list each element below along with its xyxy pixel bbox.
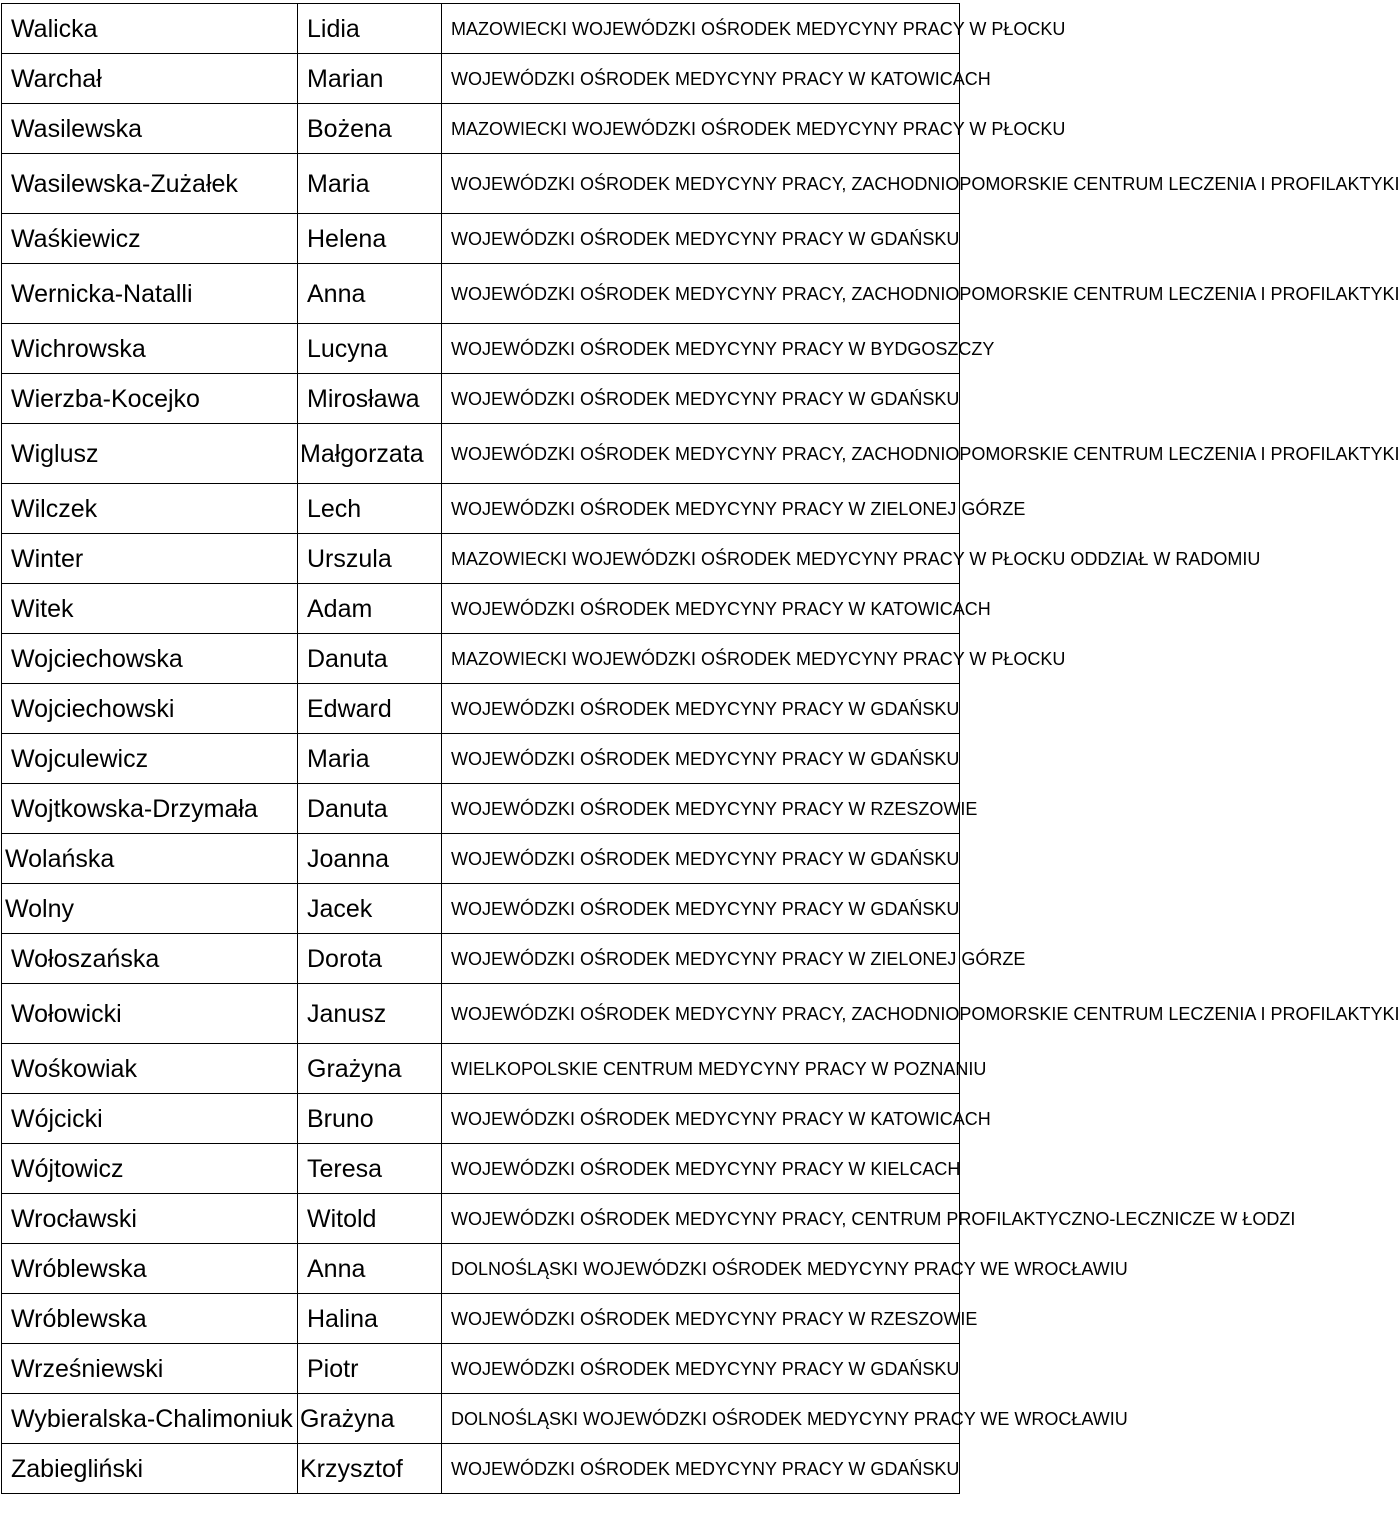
institution-cell: MAZOWIECKI WOJEWÓDZKI OŚRODEK MEDYCYNY PRACY W PŁOCKU — [442, 4, 960, 54]
table-row — [2, 154, 960, 214]
institution-cell: WOJEWÓDZKI OŚRODEK MEDYCYNY PRACY W RZESZOWIE — [442, 1294, 960, 1344]
institution-cell: MAZOWIECKI WOJEWÓDZKI OŚRODEK MEDYCYNY PRACY W PŁOCKU — [442, 634, 960, 684]
institution-cell: WOJEWÓDZKI OŚRODEK MEDYCYNY PRACY W ZIELONEJ GÓRZE — [442, 484, 960, 534]
surname-cell: Wośkowiak — [2, 1044, 298, 1094]
first-name-cell: Grażyna — [298, 1044, 442, 1094]
table-row — [2, 884, 960, 934]
table-row — [2, 54, 960, 104]
institution-cell: WOJEWÓDZKI OŚRODEK MEDYCYNY PRACY W RZESZOWIE — [442, 784, 960, 834]
table-row — [2, 1294, 960, 1344]
institution-cell: MAZOWIECKI WOJEWÓDZKI OŚRODEK MEDYCYNY PRACY W PŁOCKU — [442, 104, 960, 154]
surname-cell: Wójtowicz — [2, 1144, 298, 1194]
institution-cell: WOJEWÓDZKI OŚRODEK MEDYCYNY PRACY W GDAŃSKU — [442, 1344, 960, 1394]
first-name-cell: Dorota — [298, 934, 442, 984]
surname-cell: Wojculewicz — [2, 734, 298, 784]
table-row — [2, 834, 960, 884]
first-name-cell: Helena — [298, 214, 442, 264]
first-name-cell: Bruno — [298, 1094, 442, 1144]
first-name-cell: Maria — [298, 734, 442, 784]
institution-cell: WOJEWÓDZKI OŚRODEK MEDYCYNY PRACY, ZACHODNIOPOMORSKIE CENTRUM LECZENIA I PROFILAKTYKI — [442, 984, 960, 1044]
surname-cell: Waśkiewicz — [2, 214, 298, 264]
institution-cell: WOJEWÓDZKI OŚRODEK MEDYCYNY PRACY W KATOWICACH — [442, 584, 960, 634]
surname-cell: Wróblewska — [2, 1294, 298, 1344]
institution-cell: MAZOWIECKI WOJEWÓDZKI OŚRODEK MEDYCYNY PRACY W PŁOCKU ODDZIAŁ W RADOMIU — [442, 534, 960, 584]
first-name-cell: Witold — [298, 1194, 442, 1244]
first-name-cell: Lech — [298, 484, 442, 534]
table-row — [2, 1044, 960, 1094]
surname-cell: Wołoszańska — [2, 934, 298, 984]
surname-cell: Wierzba-Kocejko — [2, 374, 298, 424]
table-row — [2, 634, 960, 684]
table-row — [2, 1444, 960, 1494]
first-name-cell: Teresa — [298, 1144, 442, 1194]
table-row — [2, 984, 960, 1044]
first-name-cell: Halina — [298, 1294, 442, 1344]
first-name-cell: Edward — [298, 684, 442, 734]
surname-cell: Witek — [2, 584, 298, 634]
surname-cell: Wrześniewski — [2, 1344, 298, 1394]
institution-cell: WOJEWÓDZKI OŚRODEK MEDYCYNY PRACY, ZACHODNIOPOMORSKIE CENTRUM LECZENIA I PROFILAKTYKI — [442, 264, 960, 324]
first-name-cell: Adam — [298, 584, 442, 634]
surname-cell: Walicka — [2, 4, 298, 54]
institution-cell: WOJEWÓDZKI OŚRODEK MEDYCYNY PRACY, ZACHODNIOPOMORSKIE CENTRUM LECZENIA I PROFILAKTYKI — [442, 154, 960, 214]
surname-cell: Wernicka-Natalli — [2, 264, 298, 324]
first-name-cell: Krzysztof — [298, 1444, 442, 1494]
surname-cell: Wołowicki — [2, 984, 298, 1044]
table-row — [2, 534, 960, 584]
table-row — [2, 1344, 960, 1394]
table-row — [2, 584, 960, 634]
institution-cell: WOJEWÓDZKI OŚRODEK MEDYCYNY PRACY W GDAŃSKU — [442, 374, 960, 424]
surname-cell: Wojciechowska — [2, 634, 298, 684]
table-row — [2, 1144, 960, 1194]
first-name-cell: Lucyna — [298, 324, 442, 374]
surname-cell: Wiglusz — [2, 424, 298, 484]
table-row — [2, 4, 960, 54]
personnel-table — [1, 3, 1399, 1494]
institution-cell: WOJEWÓDZKI OŚRODEK MEDYCYNY PRACY W GDAŃSKU — [442, 214, 960, 264]
first-name-cell: Małgorzata — [298, 424, 442, 484]
surname-cell: Wasilewska — [2, 104, 298, 154]
surname-cell: Wróblewska — [2, 1244, 298, 1294]
surname-cell: Wybieralska-Chalimoniuk — [2, 1394, 298, 1444]
first-name-cell: Piotr — [298, 1344, 442, 1394]
surname-cell: Wasilewska-Zużałek — [2, 154, 298, 214]
institution-cell: WOJEWÓDZKI OŚRODEK MEDYCYNY PRACY W GDAŃSKU — [442, 834, 960, 884]
institution-cell: WOJEWÓDZKI OŚRODEK MEDYCYNY PRACY W KIELCACH — [442, 1144, 960, 1194]
first-name-cell: Anna — [298, 264, 442, 324]
surname-cell: Wilczek — [2, 484, 298, 534]
table-row — [2, 374, 960, 424]
surname-cell: Warchał — [2, 54, 298, 104]
institution-cell: WIELKOPOLSKIE CENTRUM MEDYCYNY PRACY W POZNANIU — [442, 1044, 960, 1094]
table-row — [2, 484, 960, 534]
table-row — [2, 324, 960, 374]
table-row — [2, 1394, 960, 1444]
institution-cell: WOJEWÓDZKI OŚRODEK MEDYCYNY PRACY W GDAŃSKU — [442, 884, 960, 934]
table-row — [2, 1094, 960, 1144]
table-row — [2, 784, 960, 834]
institution-cell: WOJEWÓDZKI OŚRODEK MEDYCYNY PRACY, ZACHODNIOPOMORSKIE CENTRUM LECZENIA I PROFILAKTYKI — [442, 424, 960, 484]
first-name-cell: Janusz — [298, 984, 442, 1044]
institution-cell: WOJEWÓDZKI OŚRODEK MEDYCYNY PRACY W GDAŃSKU — [442, 734, 960, 784]
institution-cell: WOJEWÓDZKI OŚRODEK MEDYCYNY PRACY, CENTRUM PROFILAKTYCZNO-LECZNICZE W ŁODZI — [442, 1194, 960, 1244]
institution-cell: WOJEWÓDZKI OŚRODEK MEDYCYNY PRACY W KATOWICACH — [442, 1094, 960, 1144]
table-row — [2, 104, 960, 154]
surname-cell: Wolny — [2, 884, 298, 934]
first-name-cell: Lidia — [298, 4, 442, 54]
first-name-cell: Urszula — [298, 534, 442, 584]
institution-cell: WOJEWÓDZKI OŚRODEK MEDYCYNY PRACY W GDAŃSKU — [442, 1444, 960, 1494]
table-body — [2, 4, 1399, 1494]
surname-cell: Wojciechowski — [2, 684, 298, 734]
table-row — [2, 684, 960, 734]
first-name-cell: Jacek — [298, 884, 442, 934]
institution-cell: WOJEWÓDZKI OŚRODEK MEDYCYNY PRACY W KATOWICACH — [442, 54, 960, 104]
first-name-cell: Maria — [298, 154, 442, 214]
table-row — [2, 934, 960, 984]
table-row — [2, 424, 960, 484]
institution-cell: DOLNOŚLĄSKI WOJEWÓDZKI OŚRODEK MEDYCYNY PRACY WE WROCŁAWIU — [442, 1244, 960, 1294]
first-name-cell: Joanna — [298, 834, 442, 884]
first-name-cell: Marian — [298, 54, 442, 104]
table-row — [2, 734, 960, 784]
institution-cell: WOJEWÓDZKI OŚRODEK MEDYCYNY PRACY W ZIELONEJ GÓRZE — [442, 934, 960, 984]
institution-cell: WOJEWÓDZKI OŚRODEK MEDYCYNY PRACY W GDAŃSKU — [442, 684, 960, 734]
table-row — [2, 1194, 960, 1244]
surname-cell: Wichrowska — [2, 324, 298, 374]
surname-cell: Winter — [2, 534, 298, 584]
first-name-cell: Anna — [298, 1244, 442, 1294]
surname-cell: Wolańska — [2, 834, 298, 884]
table-row — [2, 214, 960, 264]
first-name-cell: Danuta — [298, 784, 442, 834]
surname-cell: Wojtkowska-Drzymała — [2, 784, 298, 834]
surname-cell: Wrocławski — [2, 1194, 298, 1244]
table-row — [2, 264, 960, 324]
surname-cell: Zabiegliński — [2, 1444, 298, 1494]
institution-cell: DOLNOŚLĄSKI WOJEWÓDZKI OŚRODEK MEDYCYNY PRACY WE WROCŁAWIU — [442, 1394, 960, 1444]
first-name-cell: Danuta — [298, 634, 442, 684]
first-name-cell: Bożena — [298, 104, 442, 154]
surname-cell: Wójcicki — [2, 1094, 298, 1144]
first-name-cell: Grażyna — [298, 1394, 442, 1444]
institution-cell: WOJEWÓDZKI OŚRODEK MEDYCYNY PRACY W BYDGOSZCZY — [442, 324, 960, 374]
table-row — [2, 1244, 960, 1294]
first-name-cell: Mirosława — [298, 374, 442, 424]
